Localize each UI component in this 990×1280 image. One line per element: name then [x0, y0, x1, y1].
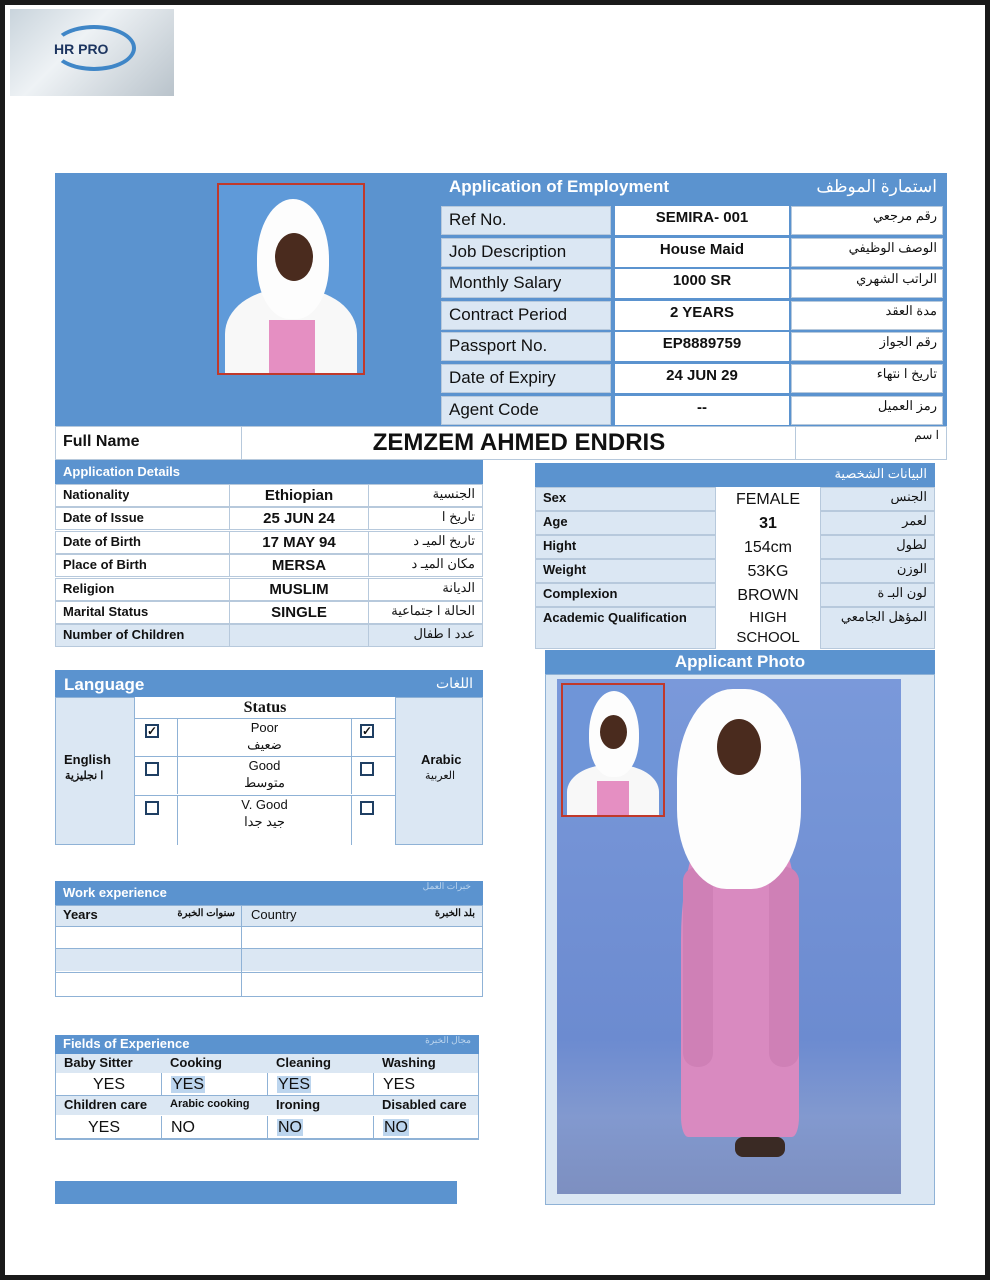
personal-label: Academic Qualification [543, 611, 687, 625]
fields-value: NO [278, 1119, 302, 1136]
fields-col-divider [373, 1116, 374, 1139]
header-row-label: Passport No. [449, 337, 548, 355]
personal-label: Hight [543, 539, 577, 553]
passport-photo-small [217, 183, 365, 375]
header-row-label: Job Description [449, 243, 567, 261]
full-arm-right [769, 867, 799, 1067]
header-row-label: Ref No. [449, 211, 507, 229]
app-details-title: Application Details [63, 465, 181, 479]
country-label-ar: بلد الخبرة [434, 908, 475, 919]
fields-value-wrap [171, 1076, 205, 1094]
app-details-value-cell [229, 624, 369, 647]
work-exp-title: Work experience [63, 886, 167, 900]
fields-label: Cleaning [276, 1056, 331, 1070]
inset-dress [597, 781, 629, 817]
header-row-value: EP8889759 [662, 336, 742, 352]
header-row-label: Contract Period [449, 306, 568, 324]
header-row-label: Monthly Salary [449, 274, 562, 292]
fields-label: Children care [64, 1098, 148, 1112]
full-arm-left [683, 867, 713, 1067]
header-row-label: Agent Code [449, 401, 539, 419]
app-details-ar: الحالة ا جتماعية [391, 604, 475, 618]
personal-ar: الجنس [890, 490, 927, 504]
full-feet [735, 1137, 785, 1157]
years-label-ar: سنوات الخبرة [177, 908, 235, 919]
app-details-value: Ethiopian [264, 488, 334, 504]
footer-bar [55, 1181, 457, 1204]
personal-value: 53KG [747, 563, 789, 580]
fields-value: YES [278, 1076, 311, 1093]
hr-pro-logo [10, 9, 174, 96]
language-row-line [134, 795, 396, 796]
personal-value-line1: HIGH [749, 610, 787, 626]
english-label-ar: ا نجليزية [65, 770, 104, 782]
personal-value: 154cm [743, 539, 793, 556]
language-row-line [134, 756, 396, 757]
language-level-ar: ضعيف [247, 738, 282, 752]
arabic-label-ar: العربية [425, 770, 456, 782]
applicant-photo-inset [561, 683, 665, 817]
language-row-divider-right [351, 718, 352, 756]
personal-ar: المؤهل الجامعي [840, 610, 927, 624]
work-exp-row-line-1 [55, 926, 483, 927]
arabic-label: Arabic [421, 753, 462, 767]
app-details-value: 25 JUN 24 [263, 511, 335, 527]
country-label: Country [251, 908, 297, 922]
fields-value: YES [93, 1076, 126, 1093]
personal-value-line2: SCHOOL [736, 630, 800, 646]
fields-title-ar: مجال الخبرة [425, 1036, 471, 1045]
header-row-value: House Maid [659, 242, 745, 258]
full-face [717, 719, 761, 775]
fields-title: Fields of Experience [63, 1037, 190, 1051]
personal-label: Age [543, 515, 568, 529]
language-status-header: Status [243, 699, 287, 716]
fields-value-wrap [277, 1119, 303, 1137]
header-row-value: 24 JUN 29 [666, 368, 738, 384]
work-exp-title-ar: خبرات العمل [422, 882, 471, 891]
fields-label: Ironing [276, 1098, 321, 1112]
applicant-photo-title: Applicant Photo [674, 653, 806, 671]
app-details-ar: تاريخ ا [441, 510, 475, 524]
language-level-en: Poor [250, 721, 279, 735]
fields-value: YES [88, 1119, 121, 1136]
english-checkbox[interactable] [145, 801, 159, 815]
app-details-label: Number of Children [63, 628, 185, 642]
work-exp-row-line-2 [55, 948, 483, 949]
fields-value-wrap [88, 1119, 120, 1137]
fields-label: Disabled care [382, 1098, 467, 1112]
fields-value-wrap [277, 1076, 311, 1094]
fields-label: Washing [382, 1056, 436, 1070]
full-name-divider [241, 426, 242, 460]
english-checkbox[interactable] [145, 762, 159, 776]
english-label: English [64, 753, 111, 767]
fields-row-line [55, 1138, 479, 1139]
fields-col-divider [267, 1116, 268, 1139]
fields-col-divider [55, 1116, 56, 1139]
language-title-ar: اللغات [436, 676, 473, 691]
application-form-page [5, 5, 985, 1275]
header-row-ar: الوصف الوظيفي [848, 241, 937, 255]
app-details-label: Marital Status [63, 605, 149, 619]
full-name-ar-divider [795, 426, 796, 460]
fields-label: Arabic cooking [170, 1098, 250, 1110]
english-checkbox-checked[interactable]: ✓ [147, 724, 158, 738]
fields-value: YES [383, 1076, 416, 1093]
full-name-value: ZEMZEM AHMED ENDRIS [372, 430, 666, 456]
app-title-ar: استمارة الموظف [816, 178, 937, 196]
app-details-ar: مكان الميـ د [411, 557, 475, 571]
fields-value-wrap [383, 1076, 415, 1094]
fields-value: NO [171, 1119, 195, 1136]
app-details-label: Date of Issue [63, 511, 144, 525]
language-row-line [134, 718, 396, 719]
app-details-ar: الجنسية [432, 487, 475, 501]
header-row-ar: مدة العقد [885, 304, 937, 318]
language-title: Language [64, 676, 145, 694]
personal-label: Complexion [543, 587, 618, 601]
personal-value: FEMALE [735, 491, 800, 508]
app-details-label: Date of Birth [63, 535, 141, 549]
personal-ar: لعمر [902, 514, 927, 528]
app-details-ar: تاريخ الميـ د [413, 534, 475, 548]
photo-face [275, 233, 313, 281]
language-level-en: Good [248, 759, 281, 773]
arabic-checkbox[interactable] [360, 762, 374, 776]
header-row-value: 1000 SR [672, 273, 732, 289]
fields-label: Baby Sitter [64, 1056, 133, 1070]
personal-ar: لون البـ ة [877, 586, 927, 600]
language-row-divider-right [351, 756, 352, 794]
fields-value-wrap [171, 1119, 195, 1137]
work-exp-row-2 [56, 949, 482, 971]
fields-col-divider [373, 1073, 374, 1096]
full-name-label: Full Name [63, 433, 140, 450]
personal-label: Weight [543, 563, 587, 577]
fields-value: YES [172, 1076, 205, 1093]
header-row-ar: تاريخ ا نتهاء [876, 367, 937, 381]
fields-col-divider [267, 1073, 268, 1096]
app-details-value: MERSA [271, 558, 327, 574]
photo-dress [269, 320, 315, 375]
work-exp-row-line-3 [55, 972, 483, 973]
app-details-label: Place of Birth [63, 558, 147, 572]
header-row-label: Date of Expiry [449, 369, 556, 387]
personal-value: 31 [759, 515, 777, 532]
header-row-ar: رقم الجواز [879, 335, 937, 349]
app-details-value: MUSLIM [269, 582, 329, 598]
fields-col-divider [55, 1073, 56, 1096]
fields-col-divider [161, 1116, 162, 1139]
logo-text: HR PRO [54, 41, 109, 57]
personal-value: BROWN [737, 587, 799, 604]
app-details-label: Nationality [63, 488, 130, 502]
personal-title-ar: البيانات الشخصية [834, 467, 927, 481]
app-details-value: 17 MAY 94 [262, 535, 336, 551]
years-label: Years [63, 908, 98, 922]
personal-label: Sex [543, 491, 567, 505]
fields-label: Cooking [170, 1056, 222, 1070]
header-row-value: SEMIRA- 001 [655, 210, 749, 226]
arabic-checkbox-checked[interactable]: ✓ [362, 724, 373, 738]
language-level-ar: جيد جدا [244, 815, 285, 829]
header-row-value: 2 YEARS [670, 305, 734, 321]
app-details-ar: الديانة [442, 581, 475, 595]
language-level-en: V. Good [241, 798, 288, 812]
header-row-ar: رقم مرجعي [872, 209, 937, 223]
fields-value-wrap [93, 1076, 125, 1094]
header-row-value: -- [697, 400, 707, 416]
header-row-ar: الراتب الشهري [856, 272, 937, 286]
fields-value-wrap [383, 1119, 409, 1137]
personal-ar: لطول [896, 538, 927, 552]
fields-col-divider [161, 1073, 162, 1096]
arabic-checkbox[interactable] [360, 801, 374, 815]
language-row-divider-right [351, 795, 352, 845]
full-name-ar: ا سم [914, 429, 939, 442]
personal-ar: الوزن [896, 562, 927, 576]
inset-face [600, 715, 627, 749]
fields-value: NO [384, 1119, 408, 1136]
app-details-ar: عدد ا طفال [413, 627, 475, 641]
app-details-value: SINGLE [271, 605, 327, 621]
app-title-en: Application of Employment [449, 178, 670, 196]
work-exp-col-divider [241, 905, 242, 997]
language-level-ar: متوسط [244, 776, 285, 790]
header-row-ar: رمز العميل [877, 399, 937, 413]
app-details-label: Religion [63, 582, 115, 596]
